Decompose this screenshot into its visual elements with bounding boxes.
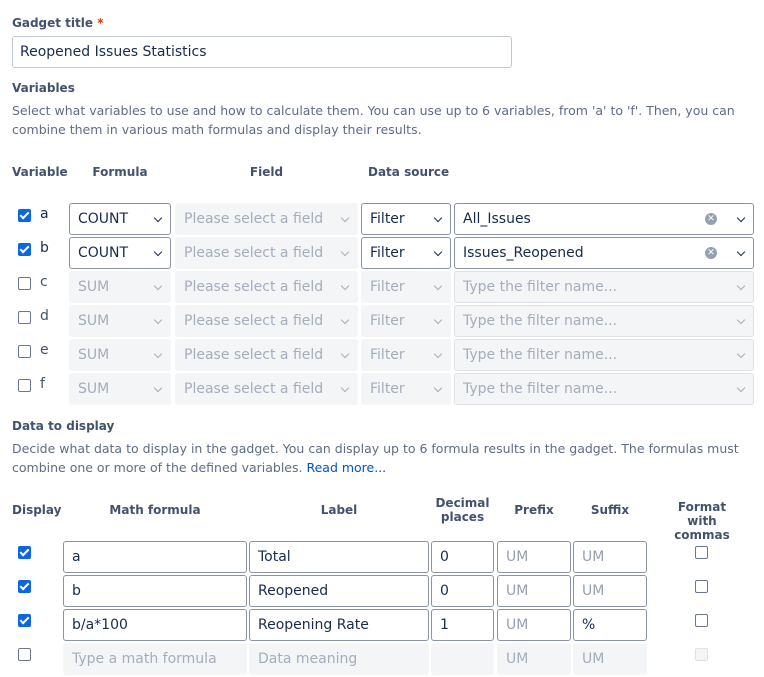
chevron-down-icon xyxy=(434,248,442,256)
read-more-link[interactable]: Read more... xyxy=(306,460,387,475)
formula-value: SUM xyxy=(78,279,110,295)
formula-value: COUNT xyxy=(78,245,129,261)
chevron-down-icon xyxy=(154,214,162,222)
col-field: Field xyxy=(249,165,284,179)
col-format-commas xyxy=(662,500,742,542)
format-commas-checkbox[interactable] xyxy=(695,546,708,559)
field-placeholder: Please select a field xyxy=(184,381,324,397)
source-type-value: Filter xyxy=(370,313,405,329)
filter-select[interactable] xyxy=(454,373,754,405)
source-type-value: Filter xyxy=(370,381,405,397)
filter-value: All_Issues xyxy=(463,211,531,227)
filter-placeholder: Type the filter name... xyxy=(463,347,618,363)
field-placeholder: Please select a field xyxy=(184,313,324,329)
display-description xyxy=(12,439,752,477)
chevron-down-icon xyxy=(341,316,349,324)
source-type-select[interactable] xyxy=(361,373,451,405)
chevron-down-icon xyxy=(434,350,442,358)
field-select[interactable] xyxy=(175,237,358,269)
chevron-down-icon xyxy=(434,384,442,392)
label-input[interactable]: Total xyxy=(249,541,429,573)
formula-value: SUM xyxy=(78,347,110,363)
clear-icon[interactable]: ✕ xyxy=(705,213,717,225)
chevron-down-icon xyxy=(154,384,162,392)
filter-placeholder: Type the filter name... xyxy=(463,279,618,295)
chevron-down-icon xyxy=(737,350,745,358)
display-description-text: Decide what data to display in the gadget. You can display up to 6 formula results in the gadget. The formulas must combine one or more of the defined variables. xyxy=(12,441,739,475)
col-decimal-places xyxy=(431,496,494,524)
source-type-value: Filter xyxy=(370,279,405,295)
chevron-down-icon xyxy=(341,214,349,222)
chevron-down-icon xyxy=(434,316,442,324)
suffix-input[interactable]: UM xyxy=(573,541,647,573)
field-placeholder: Please select a field xyxy=(184,279,324,295)
variable-checkbox-d[interactable] xyxy=(18,311,31,324)
format-commas-checkbox xyxy=(695,648,708,661)
display-checkbox[interactable] xyxy=(18,580,31,593)
formula-select[interactable] xyxy=(69,203,171,235)
formula-select[interactable] xyxy=(69,271,171,303)
variable-checkbox-f[interactable] xyxy=(18,379,31,392)
math-formula-input[interactable]: a xyxy=(63,541,247,573)
display-checkbox[interactable] xyxy=(18,648,31,661)
col-variable: Variable xyxy=(12,165,68,179)
col-prefix: Prefix xyxy=(514,503,554,517)
chevron-down-icon xyxy=(341,248,349,256)
source-type-value: Filter xyxy=(370,245,405,261)
prefix-input[interactable]: UM xyxy=(497,643,571,675)
source-type-select[interactable] xyxy=(361,271,451,303)
chevron-down-icon xyxy=(737,282,745,290)
col-math-formula: Math formula xyxy=(109,503,201,517)
clear-icon[interactable]: ✕ xyxy=(705,247,717,259)
source-type-select[interactable] xyxy=(361,305,451,337)
formula-select[interactable] xyxy=(69,237,171,269)
suffix-input[interactable]: UM xyxy=(573,575,647,607)
chevron-down-icon xyxy=(434,214,442,222)
filter-placeholder: Type the filter name... xyxy=(463,381,618,397)
variable-checkbox-e[interactable] xyxy=(18,345,31,358)
filter-select[interactable] xyxy=(454,305,754,337)
gadget-title-label xyxy=(12,16,104,30)
decimal-places-input[interactable]: 1 xyxy=(431,609,494,641)
source-type-select[interactable] xyxy=(361,203,451,235)
chevron-down-icon xyxy=(341,350,349,358)
field-placeholder: Please select a field xyxy=(184,347,324,363)
field-select[interactable] xyxy=(175,305,358,337)
label-input[interactable]: Reopening Rate xyxy=(249,609,429,641)
variable-letter: a xyxy=(40,206,49,222)
prefix-input[interactable]: UM xyxy=(497,609,571,641)
col-commas-line1: Format with xyxy=(677,500,727,528)
source-type-value: Filter xyxy=(370,347,405,363)
chevron-down-icon xyxy=(737,384,745,392)
label-input[interactable]: Data meaning xyxy=(249,643,429,675)
col-decimal-line2: places xyxy=(440,510,485,524)
col-display: Display xyxy=(12,503,62,517)
decimal-places-input[interactable]: 0 xyxy=(431,575,494,607)
variable-letter: b xyxy=(40,240,49,256)
source-type-select[interactable] xyxy=(361,339,451,371)
formula-select[interactable] xyxy=(69,339,171,371)
chevron-down-icon xyxy=(154,350,162,358)
display-checkbox[interactable] xyxy=(18,614,31,627)
source-type-select[interactable] xyxy=(361,237,451,269)
gadget-title-label-text: Gadget title xyxy=(12,16,94,30)
formula-value: SUM xyxy=(78,313,110,329)
col-commas-line2: commas xyxy=(674,528,730,542)
chevron-down-icon xyxy=(341,282,349,290)
chevron-down-icon xyxy=(154,316,162,324)
filter-select[interactable] xyxy=(454,271,754,303)
chevron-down-icon xyxy=(434,282,442,290)
variables-description: Select what variables to use and how to calculate them. You can use up to 6 variables, from 'a' to 'f'. Then, you can combine them in various math formulas and display their results. xyxy=(12,103,735,137)
math-formula-input[interactable]: b/a*100 xyxy=(63,609,247,641)
filter-select[interactable] xyxy=(454,339,754,371)
display-heading: Data to display xyxy=(12,419,115,433)
field-placeholder: Please select a field xyxy=(184,211,324,227)
math-formula-input[interactable]: Type a math formula xyxy=(63,643,247,675)
required-marker: * xyxy=(97,16,104,30)
filter-select[interactable] xyxy=(454,203,754,235)
field-select[interactable] xyxy=(175,203,358,235)
chevron-down-icon xyxy=(154,248,162,256)
col-decimal-line1: Decimal xyxy=(435,496,490,510)
suffix-input[interactable]: % xyxy=(573,609,647,641)
filter-placeholder: Type the filter name... xyxy=(463,313,618,329)
prefix-input[interactable]: UM xyxy=(497,575,571,607)
formula-value: SUM xyxy=(78,381,110,397)
variable-letter: e xyxy=(40,342,49,358)
chevron-down-icon xyxy=(341,384,349,392)
formula-select[interactable] xyxy=(69,305,171,337)
decimal-places-input[interactable] xyxy=(431,643,494,675)
field-select[interactable] xyxy=(175,373,358,405)
gadget-title-input[interactable]: Reopened Issues Statistics xyxy=(12,36,512,68)
variable-checkbox-b[interactable] xyxy=(18,243,31,256)
variable-checkbox-c[interactable] xyxy=(18,277,31,290)
col-suffix: Suffix xyxy=(590,503,630,517)
field-select[interactable] xyxy=(175,271,358,303)
chevron-down-icon xyxy=(154,282,162,290)
format-commas-checkbox[interactable] xyxy=(695,580,708,593)
col-data-source: Data source xyxy=(368,165,450,179)
format-commas-checkbox[interactable] xyxy=(695,614,708,627)
prefix-input[interactable]: UM xyxy=(497,541,571,573)
field-placeholder: Please select a field xyxy=(184,245,324,261)
suffix-input[interactable]: UM xyxy=(573,643,647,675)
formula-value: COUNT xyxy=(78,211,129,227)
field-select[interactable] xyxy=(175,339,358,371)
chevron-down-icon xyxy=(737,214,745,222)
display-checkbox[interactable] xyxy=(18,546,31,559)
chevron-down-icon xyxy=(737,248,745,256)
col-label: Label xyxy=(320,503,358,517)
chevron-down-icon xyxy=(737,316,745,324)
filter-select[interactable] xyxy=(454,237,754,269)
formula-select[interactable] xyxy=(69,373,171,405)
variable-checkbox-a[interactable] xyxy=(18,209,31,222)
filter-value: Issues_Reopened xyxy=(463,245,584,261)
source-type-value: Filter xyxy=(370,211,405,227)
variable-letter: f xyxy=(40,376,45,392)
variable-letter: c xyxy=(40,274,48,290)
variables-heading: Variables xyxy=(12,81,75,95)
variable-letter: d xyxy=(40,308,49,324)
label-input[interactable]: Reopened xyxy=(249,575,429,607)
col-formula: Formula xyxy=(92,165,148,179)
math-formula-input[interactable]: b xyxy=(63,575,247,607)
decimal-places-input[interactable]: 0 xyxy=(431,541,494,573)
